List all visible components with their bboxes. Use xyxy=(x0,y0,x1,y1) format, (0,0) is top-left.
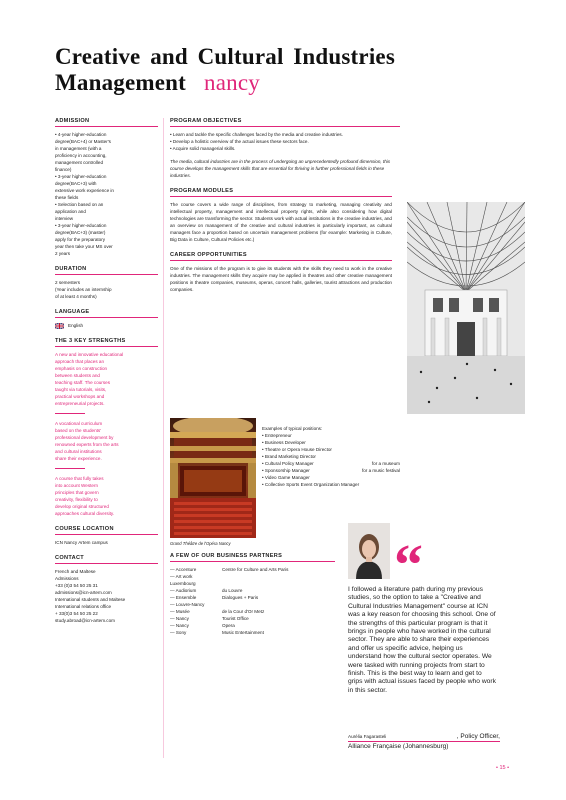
strength-line: teaching staff. The courses xyxy=(55,380,110,385)
contact-section xyxy=(55,555,158,624)
language-heading: LANGUAGE xyxy=(55,309,158,318)
strength-line: into account Western xyxy=(55,483,99,488)
text-line: finance) xyxy=(55,167,72,172)
partner-detail: du Louvre xyxy=(222,588,243,593)
partners-heading: A FEW OF OUR BUSINESS PARTNERS xyxy=(170,553,335,562)
role-item xyxy=(262,432,400,439)
title-line-1 xyxy=(55,44,395,70)
text-line: study.abroad@icn-artem.com xyxy=(55,618,115,623)
title-word: Cultural xyxy=(197,44,284,69)
text-line: International students and Maltese xyxy=(55,597,126,602)
objectives-list xyxy=(170,131,400,152)
strength-line: share their experience. xyxy=(55,456,102,461)
testimonial-quote: I followed a literature path during my previous studies, so the option to take a "Creative and Cultural Industries Management" course at ICN was a key reason for choosing this school. One of the strengths of this particular program is that it brings in people who have worked in the cultural sector. They are able to share their experiences and offer us specific advice, helping us understand how the cultural sector operates. We were tasked with running projects from start to finish. This is the best way to learn and get to grips with actual issues faced by people who work in this sector. xyxy=(348,586,496,694)
text-line: degree(BAC+3) (master) xyxy=(55,230,106,235)
role-item xyxy=(262,453,400,460)
partner-detail: de la Cour d'Or Metz xyxy=(222,609,265,614)
careers-heading: CAREER OPPORTUNITIES xyxy=(170,252,392,261)
text-line: 2 semesters xyxy=(55,280,81,285)
role-title: • Video Game Manager xyxy=(262,475,310,480)
text-line: interview xyxy=(55,216,74,221)
partner-name: — Musée xyxy=(170,609,190,614)
testimonial-name: Aurélia Fagarasteli xyxy=(348,734,387,739)
testimonial-role: , Policy Officer, xyxy=(456,733,500,740)
text-line: degree(BAC+3) with xyxy=(55,181,97,186)
text-line: of at least 4 months) xyxy=(55,294,97,299)
admission-heading: ADMISSION xyxy=(55,118,158,127)
objectives-section xyxy=(170,118,400,179)
language-section xyxy=(55,309,158,329)
roles-intro: Examples of typical positions: xyxy=(262,426,323,431)
partner-detail: Opera xyxy=(222,623,235,628)
strength-item xyxy=(55,420,158,462)
modules-heading: PROGRAM MODULES xyxy=(170,188,392,197)
roles-list xyxy=(262,432,400,488)
location-section xyxy=(55,526,158,546)
text-line: +33 (0)3 54 50 25 31 xyxy=(55,583,98,588)
text-line: • Develop a holistic overview of the actual issues these sectors face. xyxy=(170,139,309,144)
column-divider xyxy=(163,118,164,758)
text-line: • 3-year higher-education xyxy=(55,223,107,228)
strength-line: principles that govern xyxy=(55,490,99,495)
partner-item xyxy=(170,608,335,615)
contact-heading: CONTACT xyxy=(55,555,158,564)
strength-line: practical workshops and xyxy=(55,394,105,399)
strengths-section xyxy=(55,338,158,517)
title-word: Industries xyxy=(293,44,395,69)
role-title: • Cultural Policy Manager xyxy=(262,461,314,466)
text-line: French and Maltese xyxy=(55,569,96,574)
role-item xyxy=(262,439,400,446)
page-title xyxy=(55,44,395,96)
partner-item xyxy=(170,629,335,636)
testimonial-org: Alliance Française (Johannesburg) xyxy=(348,743,449,750)
role-item xyxy=(262,474,400,481)
roles-section xyxy=(262,425,400,488)
strength-line: entrepreneurial projects. xyxy=(55,401,105,406)
museum-photo xyxy=(407,202,525,414)
strength-item xyxy=(55,475,158,517)
strength-line: based on the students' xyxy=(55,428,102,433)
role-title: • Theatre or Opera House Director xyxy=(262,447,332,452)
partner-item xyxy=(170,622,335,629)
strength-divider xyxy=(55,413,85,414)
admission-text xyxy=(55,131,158,257)
role-item xyxy=(262,467,400,474)
objectives-heading: PROGRAM OBJECTIVES xyxy=(170,118,400,127)
text-line: extensive work experience in xyxy=(55,188,114,193)
partner-detail: Tourist Office xyxy=(222,616,249,621)
text-line: admissions@icn-artem.com xyxy=(55,590,112,595)
role-detail: for a museum xyxy=(371,461,400,466)
strengths-heading: THE 3 KEY STRENGTHS xyxy=(55,338,158,347)
title-word-management: Management xyxy=(55,70,187,95)
strength-line: emphasis on construction xyxy=(55,366,108,371)
role-title: • Collective Sports Event Organization Manager xyxy=(262,482,360,487)
strengths-list xyxy=(55,351,158,517)
text-line: • Acquire solid managerial skills. xyxy=(170,146,236,151)
partner-item xyxy=(170,601,335,608)
role-item xyxy=(262,481,400,488)
text-line: Admissions xyxy=(55,576,79,581)
title-line-2 xyxy=(55,70,395,96)
strength-line: A new and innovative educational xyxy=(55,352,124,357)
middle-column xyxy=(170,118,400,302)
duration-section xyxy=(55,266,158,300)
partner-detail: Dialogues + Paris xyxy=(222,595,259,600)
partner-name: — Nancy xyxy=(170,616,189,621)
text-line: • 3-year higher-education xyxy=(55,174,107,179)
partner-detail: Centre for Culture and Arts Paris xyxy=(222,567,289,572)
text-line: degree(BAC+4) or Master's xyxy=(55,139,111,144)
role-detail: for a music festival xyxy=(361,468,400,473)
partner-detail: Music Entertainment xyxy=(222,630,264,635)
strength-line: between students and xyxy=(55,373,100,378)
partner-name: — Art work Luxembourg xyxy=(170,574,196,586)
role-title: • Entrepreneur xyxy=(262,433,292,438)
duration-text xyxy=(55,279,158,300)
text-line: apply for the preparatory xyxy=(55,237,106,242)
modules-text: The course covers a wide range of disciplines, from strategy to marketing, managing creativity and intellectual property, management and intellectual property rights, while also considering how digital technologies are transforming the sector. Students work with actual institutions in the creative industries, and an overview on management of the creative and cultural industries is particularly important, as cultural managers face a proportion based on uncertain management problems (for example: Marketing in Culture, Big Data in Culture, Cultural Policies etc.) xyxy=(170,202,392,242)
text-line: these fields xyxy=(55,195,79,200)
text-line: • Learn and tackle the specific challenges faced by the media and creative industries. xyxy=(170,132,343,137)
language-value xyxy=(55,322,158,329)
strength-line: renowned experts from the arts xyxy=(55,442,119,447)
text-line: in management (with a xyxy=(55,146,102,151)
modules-section xyxy=(170,188,392,243)
title-name-nancy: nancy xyxy=(204,70,260,95)
location-value: ICN Nancy Artem campus xyxy=(55,540,108,545)
title-word: Creative xyxy=(55,44,141,69)
strength-line: taught via tutorials, visits, xyxy=(55,387,107,392)
strength-line: approach that places an xyxy=(55,359,105,364)
strength-line: creativity, flexibility to xyxy=(55,497,98,502)
strength-item xyxy=(55,351,158,407)
strength-line: develop original structured xyxy=(55,504,109,509)
partner-item xyxy=(170,594,335,601)
partner-name: — Accenture xyxy=(170,567,197,572)
partner-name: — Nancy xyxy=(170,623,189,628)
text-line: International relations office xyxy=(55,604,112,609)
theatre-photo xyxy=(170,418,256,538)
partner-item xyxy=(170,566,335,573)
text-line: (Year includes an internship xyxy=(55,287,112,292)
text-line: management controlled xyxy=(55,160,104,165)
text-line: 2 years xyxy=(55,251,71,256)
careers-text: One of the missions of the program is to give its students with the skills they need to work in the creative industries. The management skills they acquire may be applied in theatres and other creative management positions in theatre companies, museums, operas, concert halls, galleries, tourist attractions and production companies. xyxy=(170,266,392,292)
strength-line: approaches cultural diversity. xyxy=(55,511,115,516)
language-label: English xyxy=(68,323,84,328)
partner-name: — Sony xyxy=(170,630,187,635)
admission-section xyxy=(55,118,158,257)
role-title: • Brand Marketing Director xyxy=(262,454,316,459)
text-line: proficiency in accounting, xyxy=(55,153,107,158)
partner-name: — Audiorium xyxy=(170,588,197,593)
partner-name: — Louvre-Nancy xyxy=(170,602,205,607)
role-item xyxy=(262,460,400,467)
role-title: • Sponsorship Manager xyxy=(262,468,310,473)
strength-divider xyxy=(55,468,85,469)
role-item xyxy=(262,446,400,453)
left-column xyxy=(55,118,158,633)
partners-section xyxy=(170,553,335,636)
objectives-note: The media, cultural industries are in the process of undergoing an unprecedentedly profound dimension, this course develops the management skills that are essential for thriving in further professional fields in these industries. xyxy=(170,159,391,178)
careers-section xyxy=(170,252,392,293)
partner-item xyxy=(170,573,335,587)
theatre-caption: Grand Théâtre de l'Opéra Nancy xyxy=(170,541,231,546)
strength-line: A course that fully takes xyxy=(55,476,104,481)
location-heading: COURSE LOCATION xyxy=(55,526,158,535)
text-line: application and xyxy=(55,209,86,214)
partner-name: — Ensemble xyxy=(170,595,197,600)
role-title: • Business Developer xyxy=(262,440,306,445)
strength-line: A vocational curriculum xyxy=(55,421,103,426)
partner-item xyxy=(170,615,335,622)
page-number: • 15 • xyxy=(496,765,510,771)
uk-flag-icon xyxy=(55,323,64,329)
partners-list xyxy=(170,566,335,636)
strength-line: and cultural institutions xyxy=(55,449,102,454)
duration-heading: DURATION xyxy=(55,266,158,275)
title-word: and xyxy=(150,44,188,69)
text-line: + 33(0)3 54 50 25 22 xyxy=(55,611,98,616)
partner-item xyxy=(170,587,335,594)
text-line: year then take your MS over xyxy=(55,244,113,249)
quote-mark-icon: “ xyxy=(394,532,423,597)
strength-line: professional development by xyxy=(55,435,114,440)
testimonial-portrait xyxy=(348,523,390,579)
contact-text xyxy=(55,568,158,624)
text-line: • Selection based on an xyxy=(55,202,104,207)
text-line: • 4-year higher-education xyxy=(55,132,107,137)
testimonial-signature xyxy=(348,733,500,750)
